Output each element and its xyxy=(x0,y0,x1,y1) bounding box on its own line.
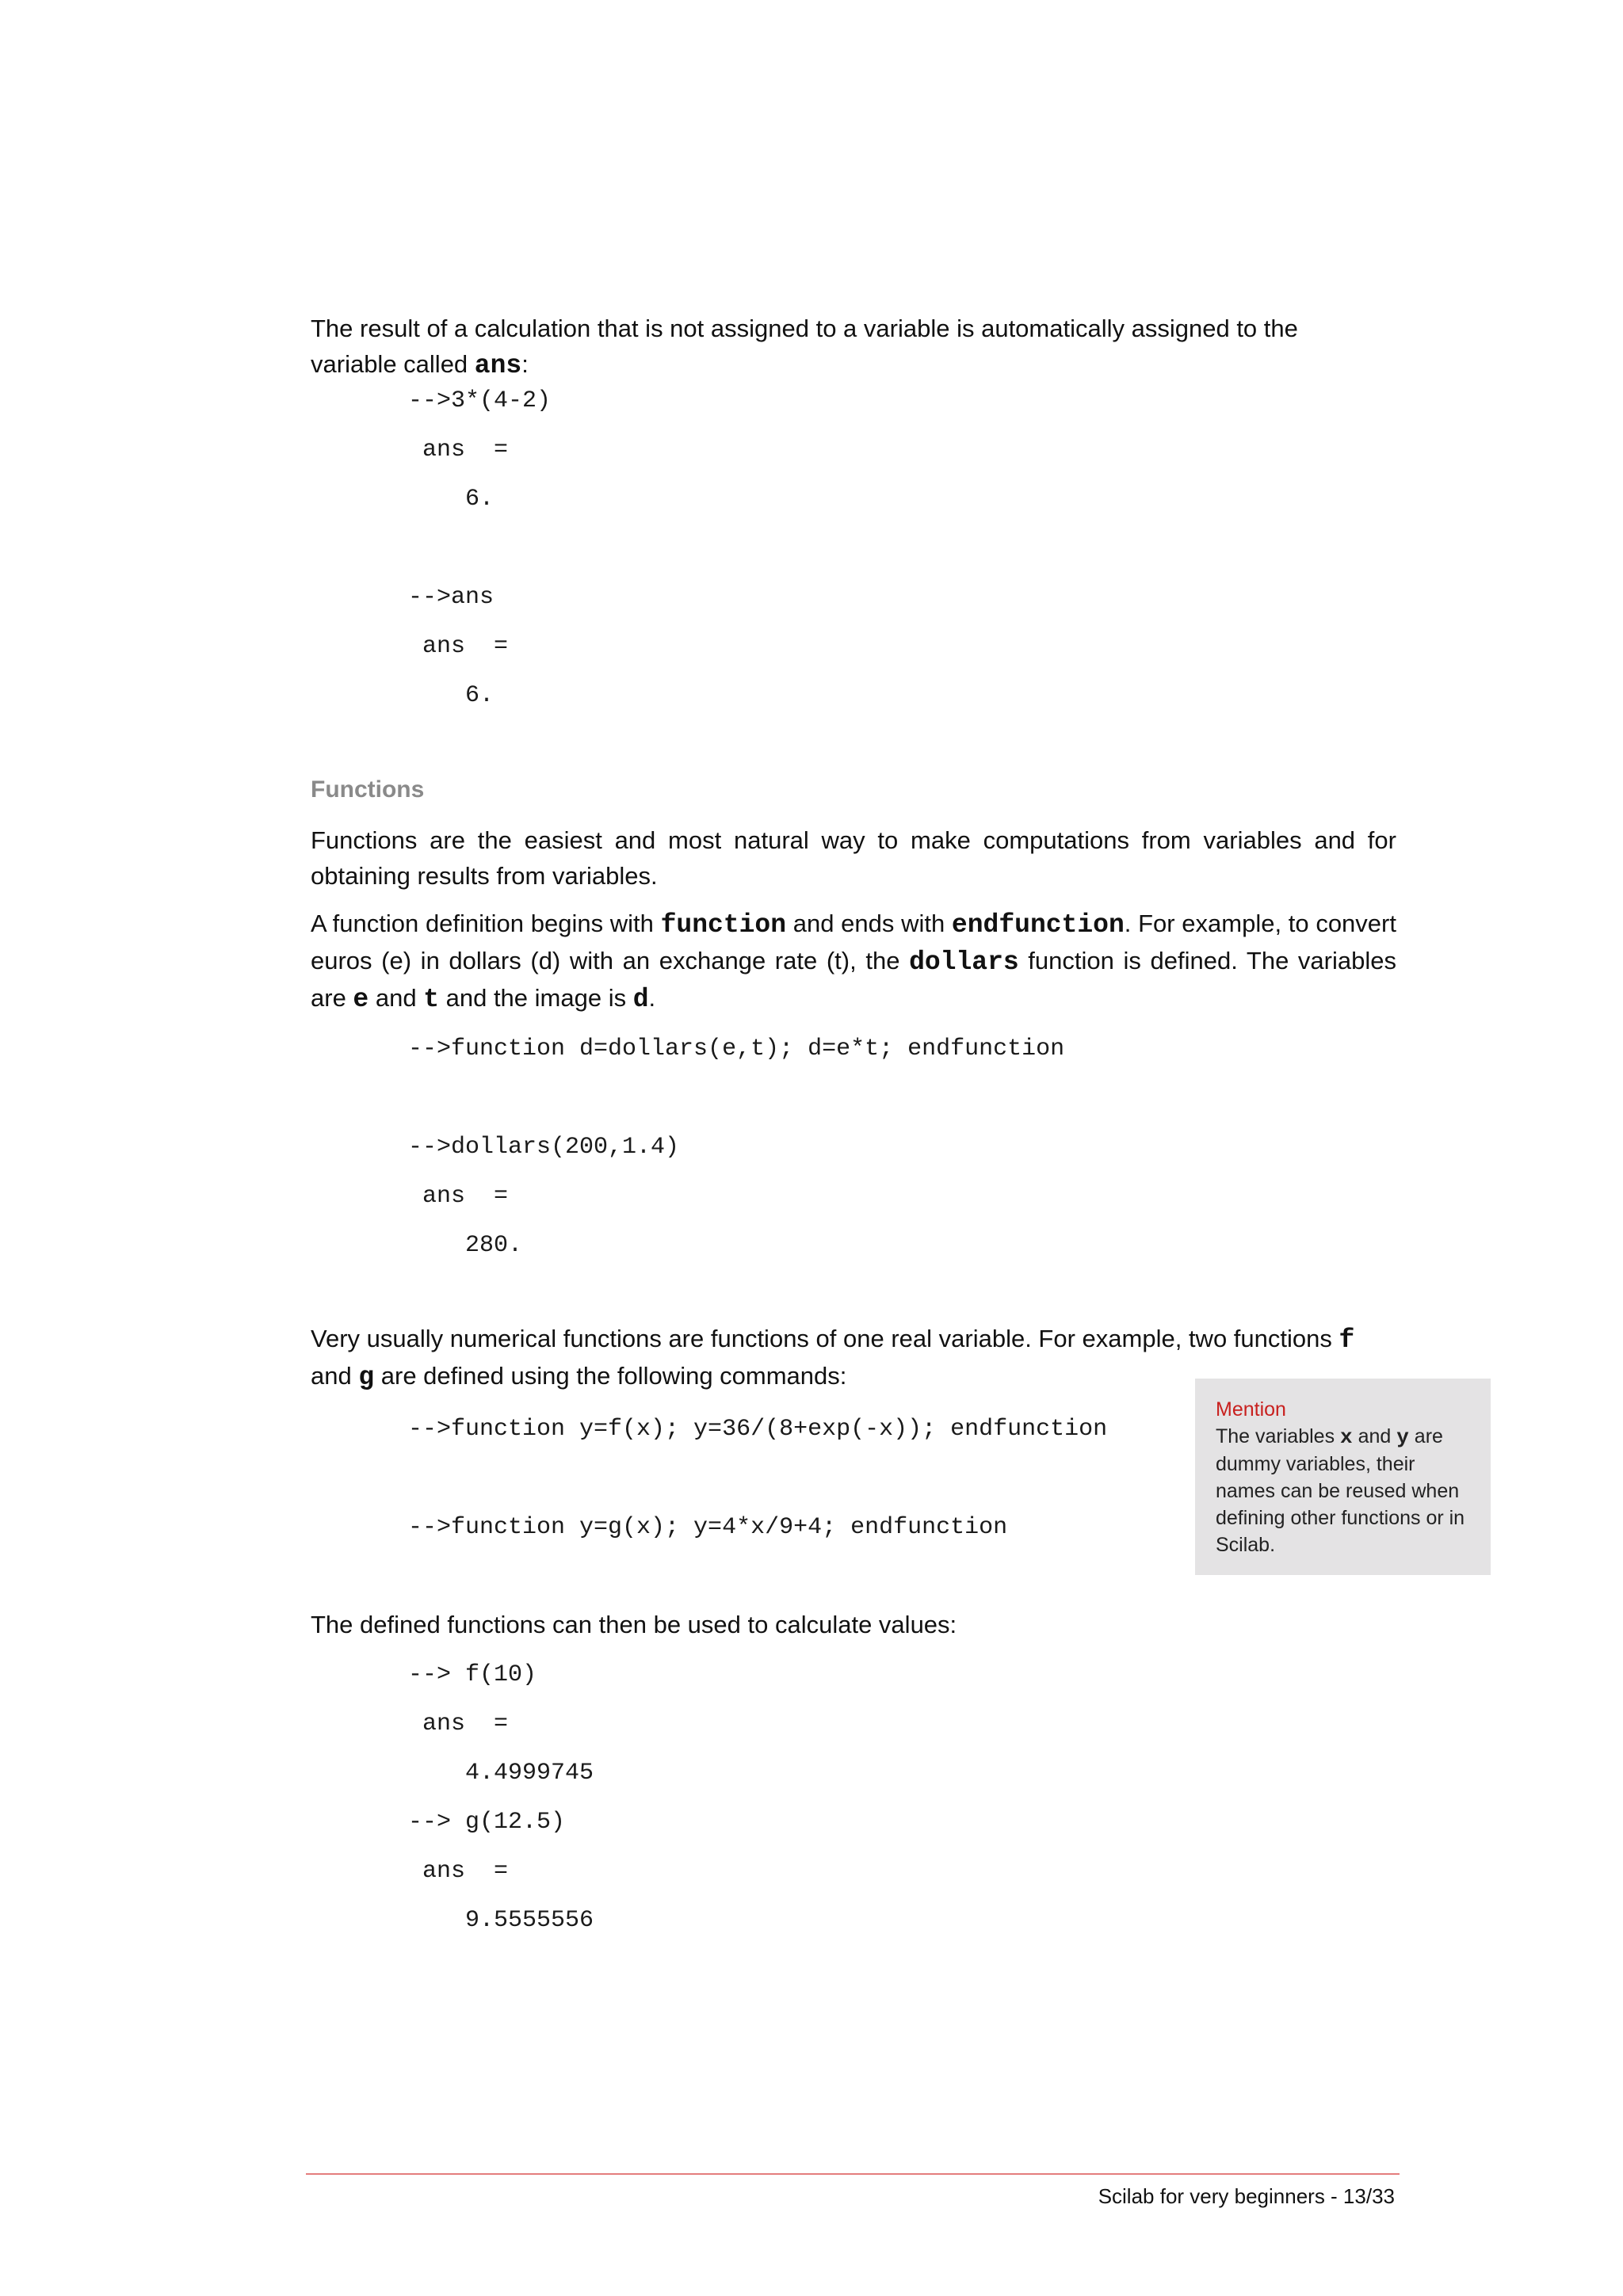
intro-line-2-suffix: : xyxy=(521,350,529,378)
code-line: -->3*(4-2) xyxy=(408,387,552,414)
code-line: ans = xyxy=(408,633,509,660)
text-run: and xyxy=(1352,1425,1397,1447)
code-line: -->ans xyxy=(408,584,495,611)
t-keyword: t xyxy=(423,985,439,1014)
code-line: --> f(10) xyxy=(408,1661,537,1688)
intro-line-2-prefix: variable called xyxy=(311,350,475,378)
code-line: -->function d=dollars(e,t); d=e*t; endfunction xyxy=(408,1035,1065,1062)
code-line: 280. xyxy=(408,1232,523,1259)
intro-line-1: The result of a calculation that is not assigned to a variable is automatically assigned to the xyxy=(311,315,1298,342)
code-line: ans = xyxy=(408,1711,509,1737)
functions-paragraph-1-text: Functions are the easiest and most natural way to make computations from variables and for obtaining results from variables. xyxy=(311,826,1396,890)
e-keyword: e xyxy=(353,985,369,1014)
code-line: 4.4999745 xyxy=(408,1760,594,1787)
text-run: are dummy variables, their names can be reused when defining other functions or in Scilab. xyxy=(1216,1425,1465,1556)
text-run: . For example, to convert euros (e) in dollars (d) with an exchange rate (t), the xyxy=(311,910,1396,974)
text-run: function is defined. The variables are xyxy=(311,947,1396,1012)
code-line: -->function y=g(x); y=4*x/9+4; endfunction xyxy=(408,1514,1008,1541)
dollars-keyword: dollars xyxy=(909,948,1019,977)
code-line: 6. xyxy=(408,682,495,709)
page-footer: Scilab for very beginners - 13/33 xyxy=(1098,2184,1395,2208)
f-keyword: f xyxy=(1338,1325,1355,1355)
d-keyword: d xyxy=(632,985,649,1014)
code-line: ans = xyxy=(408,437,509,463)
code-line: 6. xyxy=(408,486,495,513)
endfunction-keyword: endfunction xyxy=(951,910,1125,940)
footer-divider xyxy=(306,2173,1400,2175)
text-run: The variables xyxy=(1216,1425,1341,1447)
x-keyword: x xyxy=(1340,1425,1353,1449)
text-run: and ends with xyxy=(786,910,952,937)
text-run: . xyxy=(648,984,656,1012)
text-run: and the image is xyxy=(439,984,633,1012)
sidenote-body xyxy=(1216,1423,1470,1558)
mention-sidenote xyxy=(1195,1379,1491,1575)
code-line: ans = xyxy=(408,1183,509,1210)
section-heading: Functions xyxy=(311,776,425,803)
code-line: -->function y=f(x); y=36/(8+exp(-x)); endfunction xyxy=(408,1416,1108,1443)
functions-paragraph-4-text: The defined functions can then be used to calculate values: xyxy=(311,1611,957,1638)
ans-keyword: ans xyxy=(474,351,522,380)
functions-paragraph-4 xyxy=(311,1607,1396,1642)
code-line: --> g(12.5) xyxy=(408,1809,566,1836)
y-keyword: y xyxy=(1396,1425,1409,1449)
text-run: Very usually numerical functions are functions of one real variable. For example, two functions xyxy=(311,1325,1339,1352)
code-line: 9.5555556 xyxy=(408,1907,594,1934)
text-run: are defined using the following commands: xyxy=(374,1362,847,1390)
text-run: A function definition begins with xyxy=(311,910,661,937)
code-line: -->dollars(200,1.4) xyxy=(408,1134,680,1161)
g-keyword: g xyxy=(358,1363,375,1392)
functions-paragraph-2 xyxy=(311,906,1396,1017)
text-run: and xyxy=(369,984,424,1012)
sidenote-title: Mention xyxy=(1216,1398,1286,1421)
text-run: and xyxy=(311,1362,359,1390)
function-keyword: function xyxy=(660,910,787,940)
code-line: ans = xyxy=(408,1858,509,1885)
functions-paragraph-1 xyxy=(311,822,1396,894)
intro-paragraph xyxy=(311,311,1396,383)
